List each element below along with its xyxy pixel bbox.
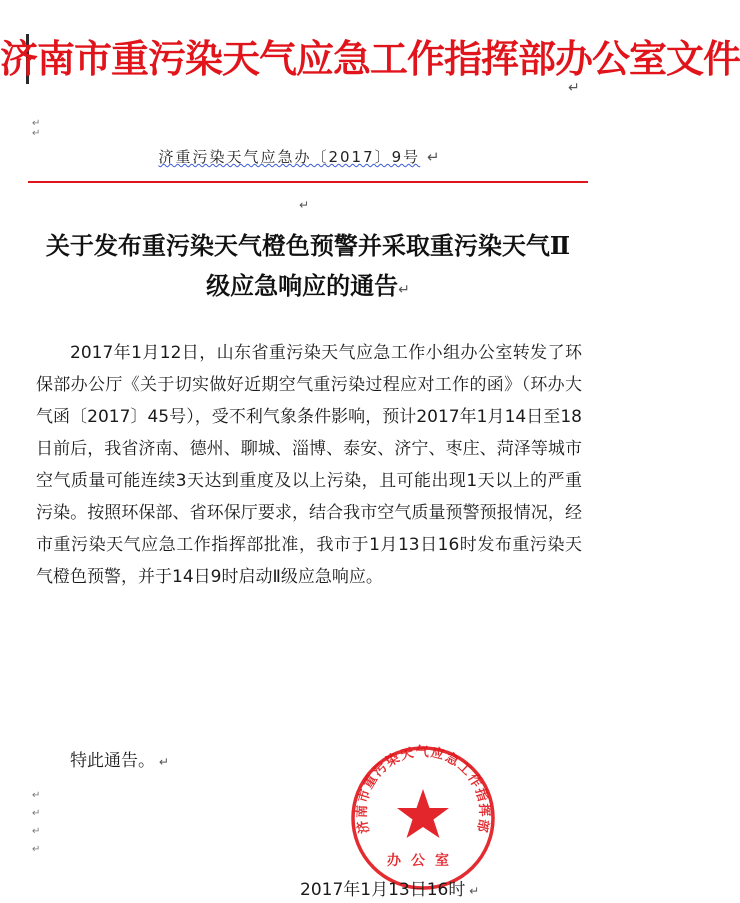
svg-text:济南市重污染天气应急工作指挥部: 济南市重污染天气应急工作指挥部 — [354, 745, 492, 835]
paragraph-mark-icon: ↵ — [32, 128, 41, 139]
paragraph-mark-icon: ↵ — [465, 884, 480, 898]
notice-body — [36, 337, 582, 593]
paragraph-mark-icon: ↵ — [32, 826, 41, 837]
red-separator-rule — [28, 181, 588, 183]
paragraph-mark-icon: ↵ — [568, 80, 580, 96]
paragraph-mark-icon: ↵ — [32, 790, 41, 801]
paragraph-mark-icon: ↵ — [299, 198, 310, 212]
seal-star-icon — [397, 789, 449, 838]
svg-text:办公室: 办公室 — [387, 853, 459, 869]
document-number-text: 济重污染天气应急办〔2017〕9号 — [158, 148, 421, 166]
document-header-title: 济南市重污染天气应急工作指挥部办公室文件 — [0, 37, 740, 81]
paragraph-mark-icon: ↵ — [32, 844, 41, 855]
closing-line — [70, 746, 169, 771]
paragraph-mark-icon: ↵ — [398, 282, 410, 298]
paragraph-mark-icon: ↵ — [420, 148, 442, 166]
notice-title — [38, 226, 578, 310]
official-seal-stamp — [348, 743, 498, 893]
paragraph-mark-icon: ↵ — [155, 755, 169, 769]
paragraph-mark-icon: ↵ — [32, 808, 41, 819]
body-paragraph: 2017年1月12日，山东省重污染天气应急工作小组办公室转发了环保部办公厅《关于切实做好近期空气重污染过程应对工作的函》（环办大气函〔2017〕45号），受不利气象条件影响，预计2017年1月14日至18日前后，我省济南、德州、聊城、淄博、泰安、济宁、枣庄、菏泽等城市空气质量可能连续3天达到重度及以上污染，且可能出现1天以上的严重污染。按照环保部、省环保厅要求，结合我市空气质量预警预报情况，经市重污染天气应急工作指挥部批准，我市于1月13日16时发布重污染天气橙色预警，并于14日9时启动Ⅱ级应急响应。 — [36, 343, 582, 587]
document-number — [0, 146, 600, 167]
closing-text: 特此通告。 — [70, 751, 155, 771]
signature-date — [300, 875, 479, 900]
notice-title-text: 关于发布重污染天气橙色预警并采取重污染天气Ⅱ级应急响应的通告 — [45, 231, 571, 300]
signature-date-text: 2017年1月13日16时 — [300, 880, 466, 900]
paragraph-mark-icon: ↵ — [32, 118, 41, 129]
